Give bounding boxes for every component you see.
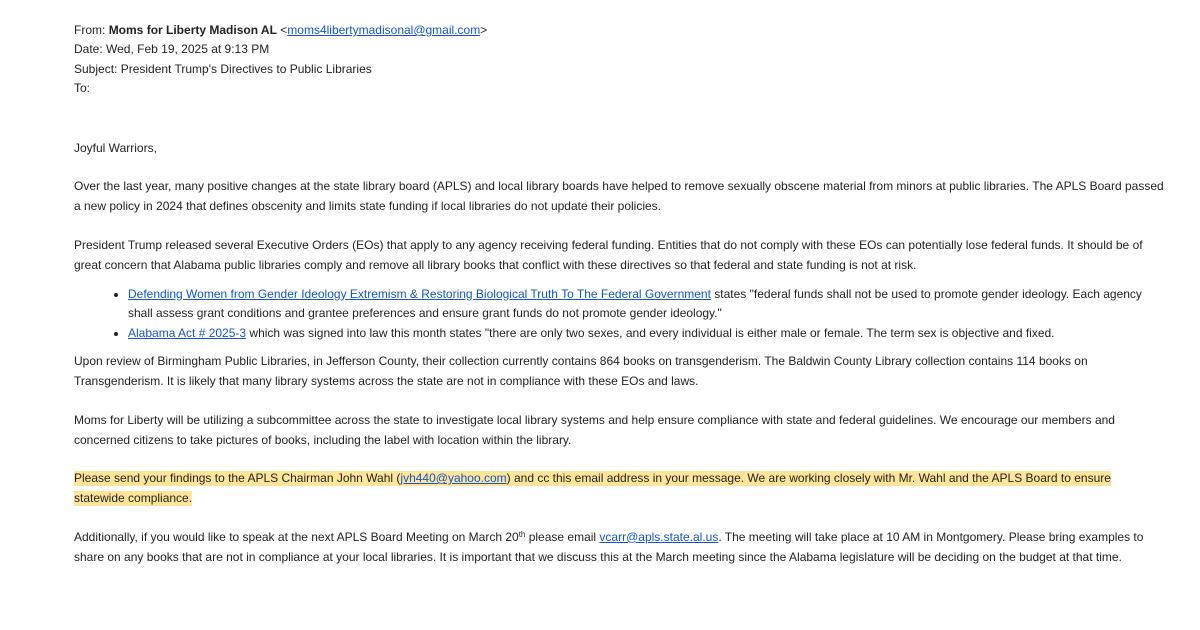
greeting: Joyful Warriors, <box>74 140 157 155</box>
sender-name: Moms for Liberty Madison AL <box>108 23 277 37</box>
from-line <box>74 21 1164 40</box>
highlight-text-after: ) and cc this email address in your message. We are working closely with Mr. Wahl and the APLS Board to ensure statewide compliance. <box>74 471 1111 506</box>
email-open-bracket: < <box>280 23 288 37</box>
date-line: Date: Wed, Feb 19, 2025 at 9:13 PM <box>74 42 270 57</box>
paragraph-executive-orders: President Trump released several Executive Orders (EOs) that apply to any agency receiving federal funding. Entities that do not comply with these EOs can potentially lose federal funds. It should be of great concern that Alabama public libraries comply and remove all library books that conflict with these directives so that federal and state funding is not at risk. <box>74 237 1143 272</box>
date-ordinal-suffix: th <box>518 529 526 539</box>
from-label: From: <box>74 23 106 37</box>
subject-line: Subject: President Trump's Directives to Public Libraries <box>74 61 372 76</box>
list-item <box>128 285 1164 324</box>
meeting-text-mid: please email <box>525 529 600 544</box>
highlight <box>74 471 1111 506</box>
chairman-email-link[interactable]: jvh440@yahoo.com <box>400 471 507 486</box>
paragraph-board-meeting <box>74 527 1164 567</box>
highlight-text-before: Please send your findings to the APLS Chairman John Wahl ( <box>74 471 401 486</box>
email-message <box>74 21 1164 567</box>
gender-ideology-eo-link[interactable]: Defending Women from Gender Ideology Extremism & Restoring Biological Truth To The Federal Government <box>128 286 711 301</box>
vcarr-email-link[interactable]: vcarr@apls.state.al.us <box>599 529 719 544</box>
list-item-text: which was signed into law this month states "there are only two sexes, and every individual is either male or female. The term sex is objective and fixed. <box>246 325 1055 340</box>
email-header <box>74 21 1164 99</box>
paragraph-highlighted-request <box>74 468 1164 508</box>
paragraph-apls-policy: Over the last year, many positive changes at the state library board (APLS) and local library boards have helped to remove sexually obscene material from minors at public libraries. The APLS Board passed a new policy in 2024 that defines obscenity and limits state funding if local libraries do not update their policies. <box>74 179 1164 214</box>
alabama-act-link[interactable]: Alabama Act # 2025-3 <box>128 325 247 340</box>
email-close-bracket: > <box>480 23 488 37</box>
meeting-text-before: Additionally, if you would like to speak at the next APLS Board Meeting on March 20 <box>74 529 519 544</box>
meeting-text-after: . The meeting will take place at 10 AM in Montgomery. Please bring examples to share on any books that are not in compliance at your local libraries. It is important that we discuss this at the March meeting since the Alabama legislature will be deciding on the budget at that time. <box>74 529 1144 564</box>
paragraph-subcommittee: Moms for Liberty will be utilizing a subcommittee across the state to investigate local library systems and help ensure compliance with state and federal guidelines. We encourage our members and concerned citizens to take pictures of books, including the label with location within the library. <box>74 412 1115 447</box>
list-item-text: states "federal funds shall not be used to promote gender ideology. Each agency shall assess grant conditions and grantee preferences and ensure grant funds do not promote gender ideology." <box>128 286 1142 321</box>
to-line: To: <box>74 81 91 96</box>
directive-list <box>74 285 1164 344</box>
list-item <box>128 324 1164 344</box>
paragraph-library-review: Upon review of Birmingham Public Libraries, in Jefferson County, their collection currently contains 864 books on transgenderism. The Baldwin County Library collection contains 114 books on Transgenderism. It is likely that many library systems across the state are not in compliance with these EOs and laws. <box>74 354 1088 389</box>
sender-email-link[interactable]: moms4libertymadisonal@gmail.com <box>287 23 481 37</box>
